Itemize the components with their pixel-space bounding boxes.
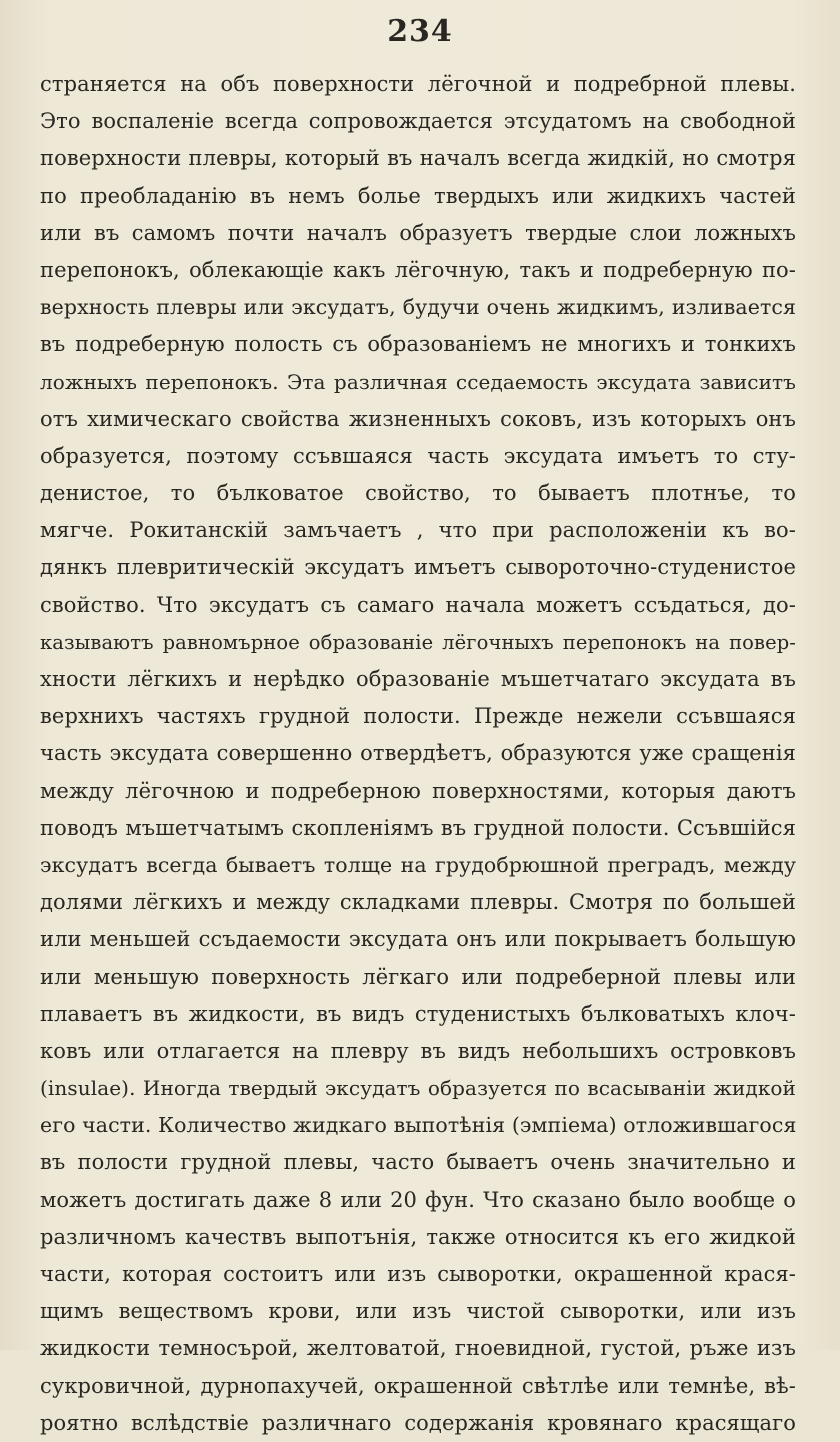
text-line: (insulae). Иногда твердый эксудатъ образуется по всасываніи жидкой — [40, 1076, 796, 1101]
text-line: между лёгочною и подреберною поверхностями, которыя даютъ — [40, 778, 796, 803]
text-line: образуется, поэтому ссъвшаяся часть эксудата имъетъ то сту- — [40, 443, 796, 468]
text-line: Это воспаленіе всегда сопровождается этсудатомъ на свободной — [40, 109, 796, 134]
body-text — [40, 66, 796, 1442]
text-line: часть эксудата совершенно отвердѣетъ, образуются уже сращенія — [40, 741, 796, 766]
text-line: хности лёгкихъ и нерѣдко образованіе мъшетчатаго эксудата въ — [40, 667, 796, 691]
page-number: 234 — [387, 14, 453, 49]
text-line: ложныхъ перепонокъ. Эта различная сседаемость эксудата зависитъ — [40, 369, 796, 394]
text-line: можетъ достигать даже 8 или 20 фун. Что сказано было вообще о — [40, 1187, 796, 1212]
text-line: денистое, то бълковатое свойство, то бываетъ плотнъе, то — [40, 481, 796, 506]
text-line: или меньшую поверхность лёгкаго или подреберной плевы или — [40, 964, 796, 989]
text-line: различномъ качествъ выпотънія, также относится къ его жидкой — [40, 1224, 796, 1249]
text-line: перепонокъ, облекающіе какъ лёгочную, такъ и подреберную по- — [40, 257, 796, 282]
text-line: дянкъ плевритическій эксудатъ имъетъ сывороточно-студенистое — [40, 555, 796, 580]
text-line: эксудатъ всегда бываетъ толще на грудобрюшной преградъ, между — [40, 852, 796, 877]
text-line: въ полости грудной плевы, часто бываетъ очень значительно и — [40, 1150, 796, 1175]
text-line: поводъ мъшетчатымъ скопленіямъ въ грудной полости. Ссъвшійся — [40, 815, 796, 840]
text-line: роятно вслѣдствіе различнаго содержанія кровянаго красящаго — [40, 1410, 796, 1435]
text-line: жидкости темносърой, желтоватой, гноевидной, густой, ръже изъ — [40, 1336, 796, 1361]
text-line: или въ самомъ почти началъ образуетъ твердые слои ложныхъ — [40, 220, 796, 245]
text-line: по преобладанію въ немъ болье твердыхъ или жидкихъ частей — [40, 183, 796, 208]
text-line: верхность плевры или эксудатъ, будучи очень жидкимъ, изливается — [40, 295, 796, 320]
text-line: казываютъ равномърное образованіе лёгочныхъ перепонокъ на повер- — [40, 630, 796, 654]
text-line: щимъ веществомъ крови, или изъ чистой сыворотки, или изъ — [40, 1299, 796, 1324]
text-line: сукровичной, дурнопахучей, окрашенной свѣтлѣе или темнѣе, вѣ- — [40, 1373, 796, 1398]
text-line: отъ химическаго свойства жизненныхъ соковъ, изъ которыхъ онъ — [40, 406, 796, 431]
text-line: ковъ или отлагается на плевру въ видъ небольшихъ островковъ — [40, 1038, 796, 1063]
text-line: части, которая состоитъ или изъ сыворотки, окрашенной крася- — [40, 1262, 796, 1286]
text-line: верхнихъ частяхъ грудной полости. Прежде нежели ссъвшаяся — [40, 704, 796, 729]
text-line: мягче. Рокитанскій замъчаетъ , что при расположеніи къ во- — [40, 518, 796, 543]
text-line: или меньшей ссъдаемости эксудата онъ или покрываетъ большую — [40, 927, 796, 952]
text-line: долями лёгкихъ и между складками плевры. Смотря по большей — [40, 890, 796, 915]
text-line: его части. Количество жидкаго выпотѣнія (эмпіема) отложившагося — [40, 1113, 797, 1138]
text-line: страняется на объ поверхности лёгочной и подребрной плевы. — [40, 72, 796, 96]
text-line: въ подреберную полость съ образованіемъ не многихъ и тонкихъ — [40, 332, 796, 357]
text-line: плаваетъ въ жидкости, въ видъ студенистыхъ бълковатыхъ клоч- — [40, 1001, 796, 1026]
text-line: поверхности плевры, который въ началъ всегда жидкій, но смотря — [40, 146, 796, 171]
text-line: свойство. Что эксудатъ съ самаго начала можетъ ссъдаться, до- — [40, 592, 796, 617]
